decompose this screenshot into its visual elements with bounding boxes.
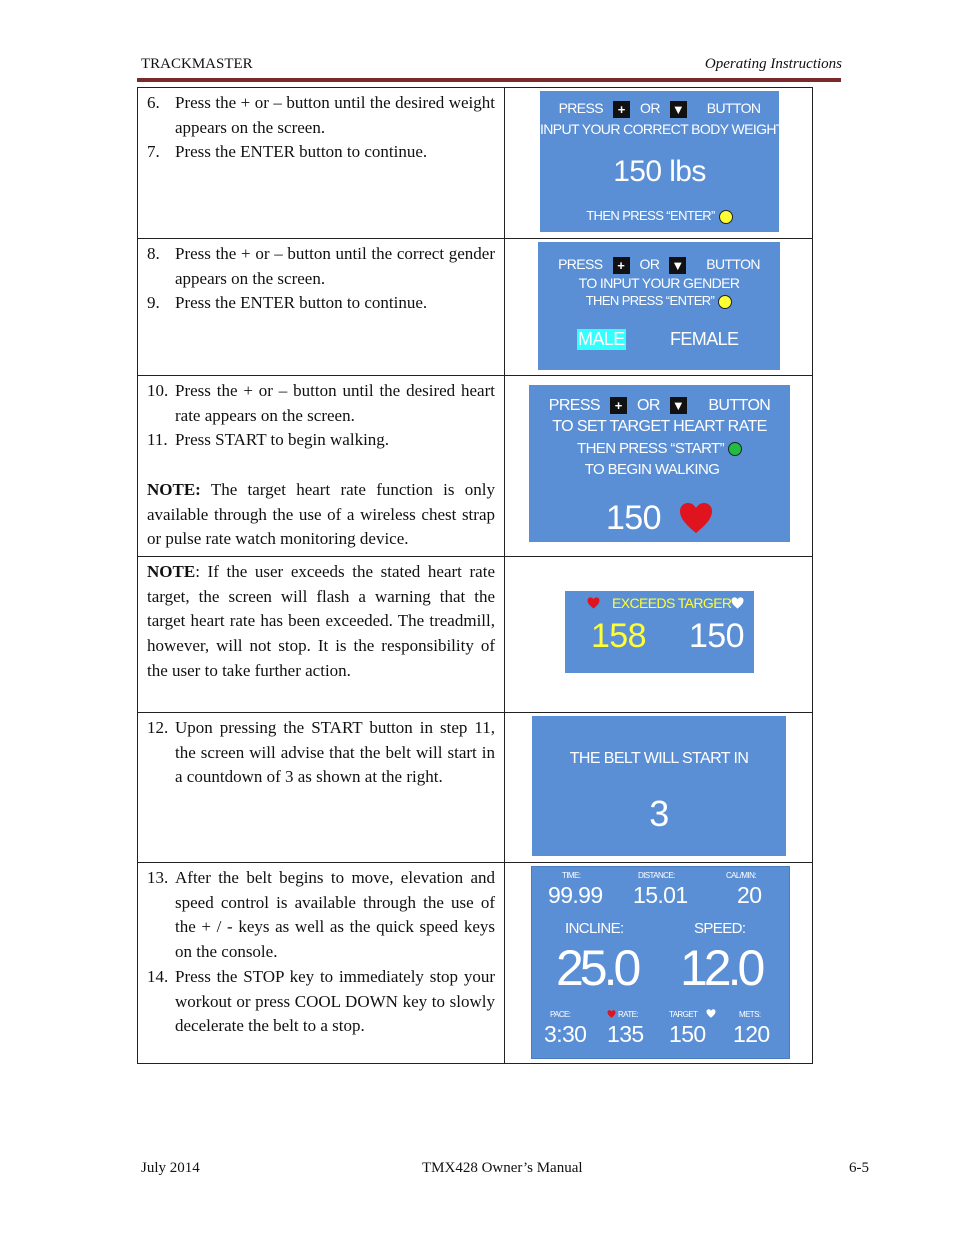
- target-heart-rate: 150: [689, 617, 744, 655]
- mets-value: 120: [733, 1021, 770, 1047]
- indicator-dot-icon: [719, 210, 733, 224]
- footer-date: July 2014: [141, 1160, 200, 1176]
- list-item: 14. Press the STOP key to immediately stop your workout or press COOL DOWN key to slowly decelerate the belt to a stop.: [147, 966, 495, 1036]
- row-screen-cell: [505, 557, 813, 713]
- header-left: TRACKMASTER: [141, 56, 253, 72]
- plus-square-icon: +: [613, 101, 630, 118]
- gender-option-female: FEMALE: [670, 329, 739, 349]
- table-row: [138, 863, 813, 1064]
- row-text: [138, 88, 505, 239]
- cal-value: 20: [737, 882, 762, 908]
- plus-square-icon: +: [610, 397, 627, 414]
- table-row: [138, 88, 813, 239]
- heart-rate-screen: PRESS + OR ▼ BUTTON TO SET TARGET HEART RATE THEN PRESS “START” TO BEGIN WALKING 150: [529, 385, 790, 542]
- current-heart-rate: 158: [591, 617, 646, 655]
- plus-square-icon: +: [613, 257, 630, 274]
- header-rule: [137, 78, 841, 82]
- table-row: [138, 713, 813, 863]
- row-screen-cell: [505, 376, 813, 557]
- target-label: TARGET: [669, 1010, 698, 1019]
- instruction-table: [137, 87, 813, 1064]
- list-item: 8. Press the + or – button until the correct gender appears on the screen.: [147, 244, 495, 288]
- speed-label: SPEED:: [694, 920, 746, 937]
- incline-label: INCLINE:: [565, 920, 624, 937]
- note-paragraph: NOTE: If the user exceeds the stated heart rate target, the screen will flash a warning that the target heart rate has been exceeded. The treadmill, however, will not stop. It is the responsibility of the user to take further action.: [147, 562, 495, 680]
- pace-value: 3:30: [544, 1021, 587, 1047]
- gender-option-male: MALE: [578, 329, 625, 349]
- table-row: [138, 239, 813, 376]
- countdown-message: THE BELT WILL START IN: [569, 750, 749, 767]
- row-text: [138, 863, 505, 1064]
- exceeds-target-screen: [565, 591, 754, 673]
- row-screen-cell: [505, 88, 813, 239]
- cal-label: CAL/MIN:: [726, 871, 756, 880]
- heart-icon: [679, 502, 713, 534]
- distance-value: 15.01: [633, 882, 688, 908]
- time-label: TIME:: [562, 871, 581, 880]
- minus-triangle-icon: ▼: [670, 397, 687, 414]
- speed-value: 12.0: [680, 940, 762, 996]
- gender-screen: PRESS + OR ▼ BUTTON TO INPUT YOUR GENDER THEN PRESS “ENTER” MALE FEMALE: [538, 242, 780, 370]
- row-text: [138, 376, 505, 557]
- list-item: 13. After the belt begins to move, elevation and speed control is available through the use of the + / - keys as well as the quick speed keys on the console.: [147, 868, 495, 962]
- heart-icon: [607, 1010, 616, 1018]
- row-screen-cell: [505, 713, 813, 863]
- heart-icon: [731, 597, 744, 609]
- heart-icon: [587, 597, 600, 609]
- row-text: [138, 557, 505, 713]
- screen-instruction: TO SET TARGET HEART RATE: [552, 418, 767, 435]
- warning-text: EXCEEDS TARGER: [612, 595, 732, 611]
- heart-icon: [706, 1009, 716, 1018]
- workout-screen: [531, 866, 790, 1059]
- countdown-screen: [532, 716, 786, 856]
- rate-label: RATE:: [618, 1010, 638, 1019]
- note-paragraph: NOTE: The target heart rate function is only available through the use of a wireless chest strap or pulse rate watch monitoring device.: [147, 479, 495, 549]
- minus-triangle-icon: ▼: [669, 257, 686, 274]
- table-row: [138, 557, 813, 713]
- minus-triangle-icon: ▼: [670, 101, 687, 118]
- target-value: 150: [669, 1021, 706, 1047]
- row-text: [138, 239, 505, 376]
- list-item: 11. Press START to begin walking.: [147, 430, 390, 450]
- countdown-number: 3: [649, 793, 669, 834]
- weight-value: 150 lbs: [613, 155, 706, 188]
- row-screen-cell: [505, 863, 813, 1064]
- footer-page-number: 6-5: [849, 1160, 869, 1176]
- mets-label: METS:: [739, 1010, 761, 1019]
- rate-value: 135: [607, 1021, 644, 1047]
- indicator-dot-icon: [718, 295, 732, 309]
- screen-instruction: INPUT YOUR CORRECT BODY WEIGHT: [540, 121, 784, 137]
- indicator-dot-icon: [728, 442, 742, 456]
- footer-manual-title: TMX428 Owner’s Manual: [422, 1160, 583, 1176]
- table-row: [138, 376, 813, 557]
- list-item: 6. Press the + or – button until the desired weight appears on the screen.: [147, 93, 495, 137]
- row-text: [138, 713, 505, 863]
- list-item: 9. Press the ENTER button to continue.: [147, 293, 428, 313]
- header-right: Operating Instructions: [704, 56, 842, 72]
- incline-value: 25.0: [556, 940, 638, 996]
- time-value: 99.99: [548, 882, 603, 908]
- list-item: 7. Press the ENTER button to continue.: [147, 142, 428, 162]
- screen-instruction: TO BEGIN WALKING: [584, 461, 720, 478]
- row-screen-cell: [505, 239, 813, 376]
- weight-screen: PRESS + OR ▼ BUTTON INPUT YOUR CORRECT BODY WEIGHT 150 lbs THEN PRESS “ENTER”: [540, 91, 779, 232]
- heart-rate-value: 150: [606, 499, 661, 537]
- list-item: 12. Upon pressing the START button in step 11, the screen will advise that the belt will start in a countdown of 3 as shown at the right.: [147, 718, 495, 787]
- pace-label: PACE:: [550, 1010, 571, 1019]
- distance-label: DISTANCE:: [638, 871, 675, 880]
- screen-instruction: TO INPUT YOUR GENDER: [578, 275, 740, 291]
- list-item: 10. Press the + or – button until the desired heart rate appears on the screen.: [147, 381, 495, 425]
